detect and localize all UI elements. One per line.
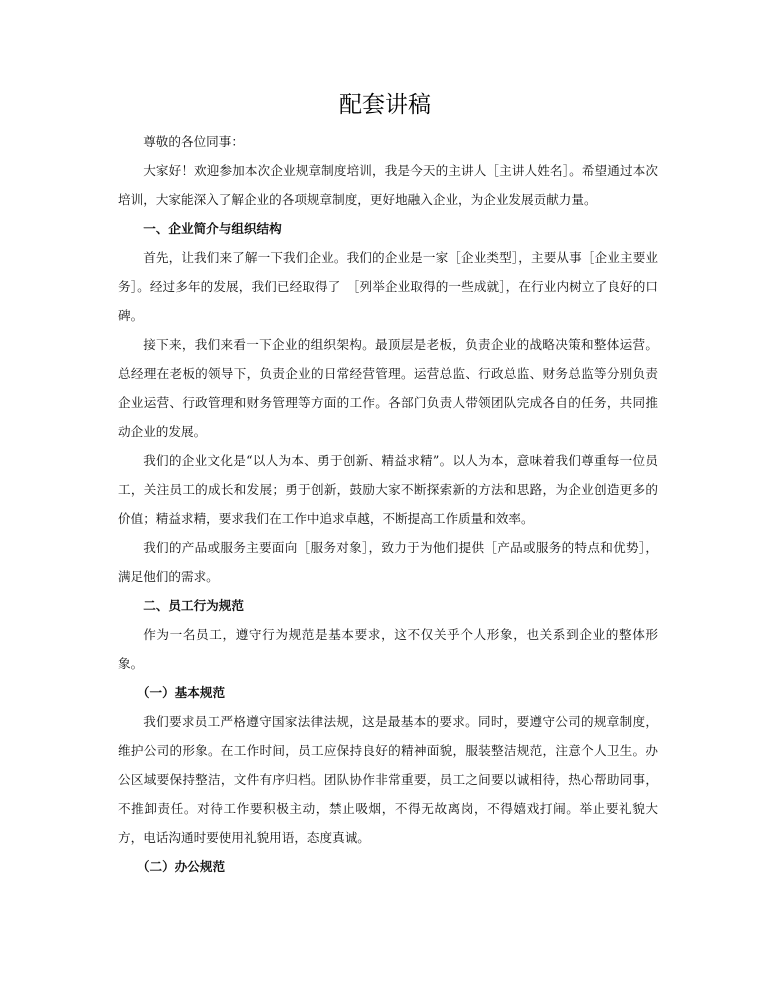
paragraph-org-structure: 接下来，我们来看一下企业的组织架构。最顶层是老板，负责企业的战略决策和整体运营。总经理在老板的领导下，负责企业的日常经营管理。运营总监、行政总监、财务总监等分别负责企业运营、行政管理和财务管理等方面的工作。各部门负责人带领团队完成各自的任务，共同推动企业的发展。 [118,337,658,439]
paragraph-products-services: 我们的产品或服务主要面向［服务对象］，致力于为他们提供［产品或服务的特点和优势］，满足他们的需求。 [118,540,658,584]
salutation: 尊敬的各位同事： [143,134,244,149]
paragraph-basic-rules: 我们要求员工严格遵守国家法律法规，这是最基本的要求。同时，要遵守公司的规章制度，维护公司的形象。在工作时间，员工应保持良好的精神面貌，服装整洁规范，注意个人卫生。办公区域要保持整洁，文件有序归档。团队协作非常重要，员工之间要以诚相待，热心帮助同事，不推卸责任。对待工作要积极主动，禁止吸烟，不得无故离岗，不得嬉戏打闹。举止要礼貌大方，电话沟通时要使用礼貌用语，态度真诚。 [118,714,658,845]
intro-paragraph: 大家好！欢迎参加本次企业规章制度培训，我是今天的主讲人［主讲人姓名］。希望通过本次培训，大家能深入了解企业的各项规章制度，更好地融入企业，为企业发展贡献力量。 [118,163,658,207]
section-heading-conduct: 二、员工行为规范 [143,598,244,613]
section-heading-company-intro: 一、企业简介与组织结构 [143,221,282,236]
document-body [118,127,658,881]
paragraph-corporate-culture: 我们的企业文化是“以人为本、勇于创新、精益求精”。以人为本，意味着我们尊重每一位员工，关注员工的成长和发展；勇于创新，鼓励大家不断探索新的方法和思路，为企业创造更多的价值；精益求精，要求我们在工作中追求卓越，不断提高工作质量和效率。 [118,453,658,526]
subsection-heading-office-rules: （二）办公规范 [136,859,226,874]
subsection-heading-basic-rules: （一）基本规范 [136,685,226,700]
paragraph-conduct-intro: 作为一名员工，遵守行为规范是基本要求，这不仅关乎个人形象，也关系到企业的整体形象。 [118,627,658,671]
document-title: 配套讲稿 [339,92,431,118]
paragraph-company-overview: 首先，让我们来了解一下我们企业。我们的企业是一家［企业类型］，主要从事［企业主要业务］。经过多年的发展，我们已经取得了 ［列举企业取得的一些成就］，在行业内树立了良好的口碑。 [118,250,658,323]
